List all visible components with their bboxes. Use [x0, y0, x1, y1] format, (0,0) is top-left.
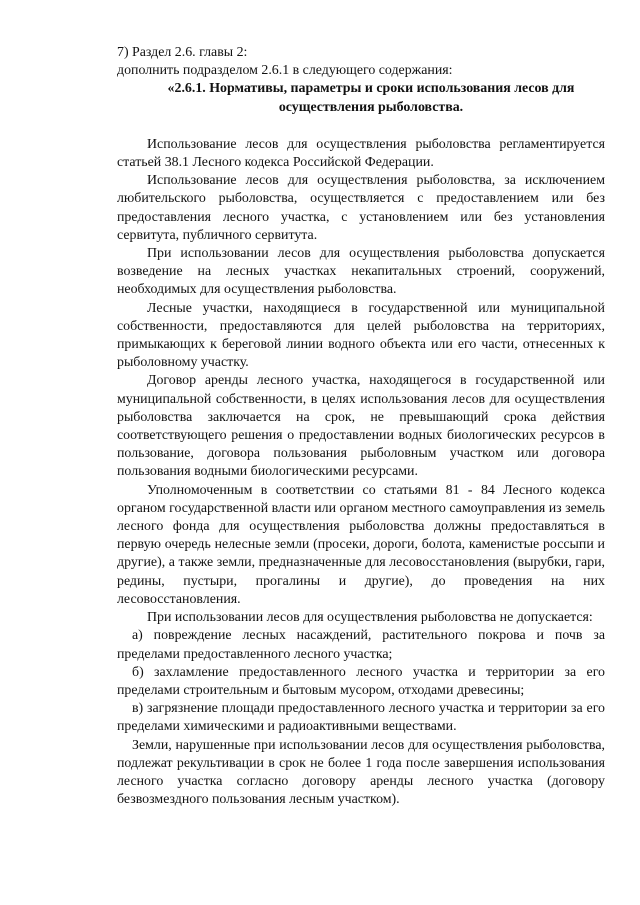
section-title: [137, 80, 605, 116]
paragraph-recultivation: Земли, нарушенные при использовании лесов для осуществления рыболовства, подлежат рекультивации в срок не более 1 года после завершения использования лесного участка согласно договору аренды лесного участка (договору безвозмездного пользования лесным участком).: [117, 737, 605, 808]
document-body: [117, 44, 605, 809]
intro-line-instruction: дополнить подразделом 2.6.1 в следующего содержания:: [117, 63, 453, 79]
intro-line-section: 7) Раздел 2.6. главы 2:: [117, 45, 248, 60]
paragraph-regulation: Использование лесов для осуществления рыболовства регламентируется статьей 38.1 Лесного кодекса Российской Федерации.: [117, 136, 605, 171]
paragraph-priority-lands: Уполномоченным в соответствии со статьями 81 - 84 Лесного кодекса органом государственной власти или органом местного самоуправления из земель лесного фонда для осуществления рыболовства должны предоставляться в первую очередь нелесные земли (просеки, дороги, болота, каменистые россыпи и другие), а также земли, предназначенные для лесовосстановления (вырубки, гари, редины, пустыри, прогалины и другие), до проведения на них лесовосстановления.: [117, 482, 605, 607]
section-title-line2: осуществления рыболовства.: [278, 99, 464, 115]
list-item-c: в) загрязнение площади предоставленного лесного участка и территории за его пределами химическими и радиоактивными веществами.: [117, 701, 605, 735]
section-title-line1: «2.6.1. Нормативы, параметры и сроки использования лесов для: [167, 81, 575, 97]
paragraph-lease-term: Договор аренды лесного участка, находящегося в государственной или муниципальной собственности, в целях использования лесов для осуществления рыболовства заключается на срок, не превышающий срока действия соответствующего решения о предоставлении водных биологических ресурсов в пользование, договора пользования рыболовным участком или договора пользования водными биологическими ресурсами.: [117, 373, 605, 480]
paragraph-usage-types: Использование лесов для осуществления рыболовства, за исключением любительского рыболовства, осуществляется с предоставлением или без предоставления лесного участка, с установлением или без установления сервитута, публичного сервитута.: [117, 173, 605, 243]
paragraph-structures: При использовании лесов для осуществления рыболовства допускается возведение на лесных участках некапитальных строений, сооружений, необходимых для осуществления рыболовства.: [117, 246, 605, 298]
list-item-b: б) захламление предоставленного лесного участка и территории за его пределами строительным и бытовым мусором, отходами древесины;: [117, 664, 605, 698]
paragraph-land-plots: Лесные участки, находящиеся в государственной или муниципальной собственности, предоставляются для целей рыболовства на территориях, примыкающих к береговой линии водного объекта или его части, отнесенных к рыболовному участку.: [117, 300, 605, 371]
paragraph-prohibitions-intro: При использовании лесов для осуществления рыболовства не допускается:: [147, 610, 593, 626]
list-item-a: а) повреждение лесных насаждений, растительного покрова и почв за пределами предоставленного лесного участка;: [117, 628, 605, 662]
